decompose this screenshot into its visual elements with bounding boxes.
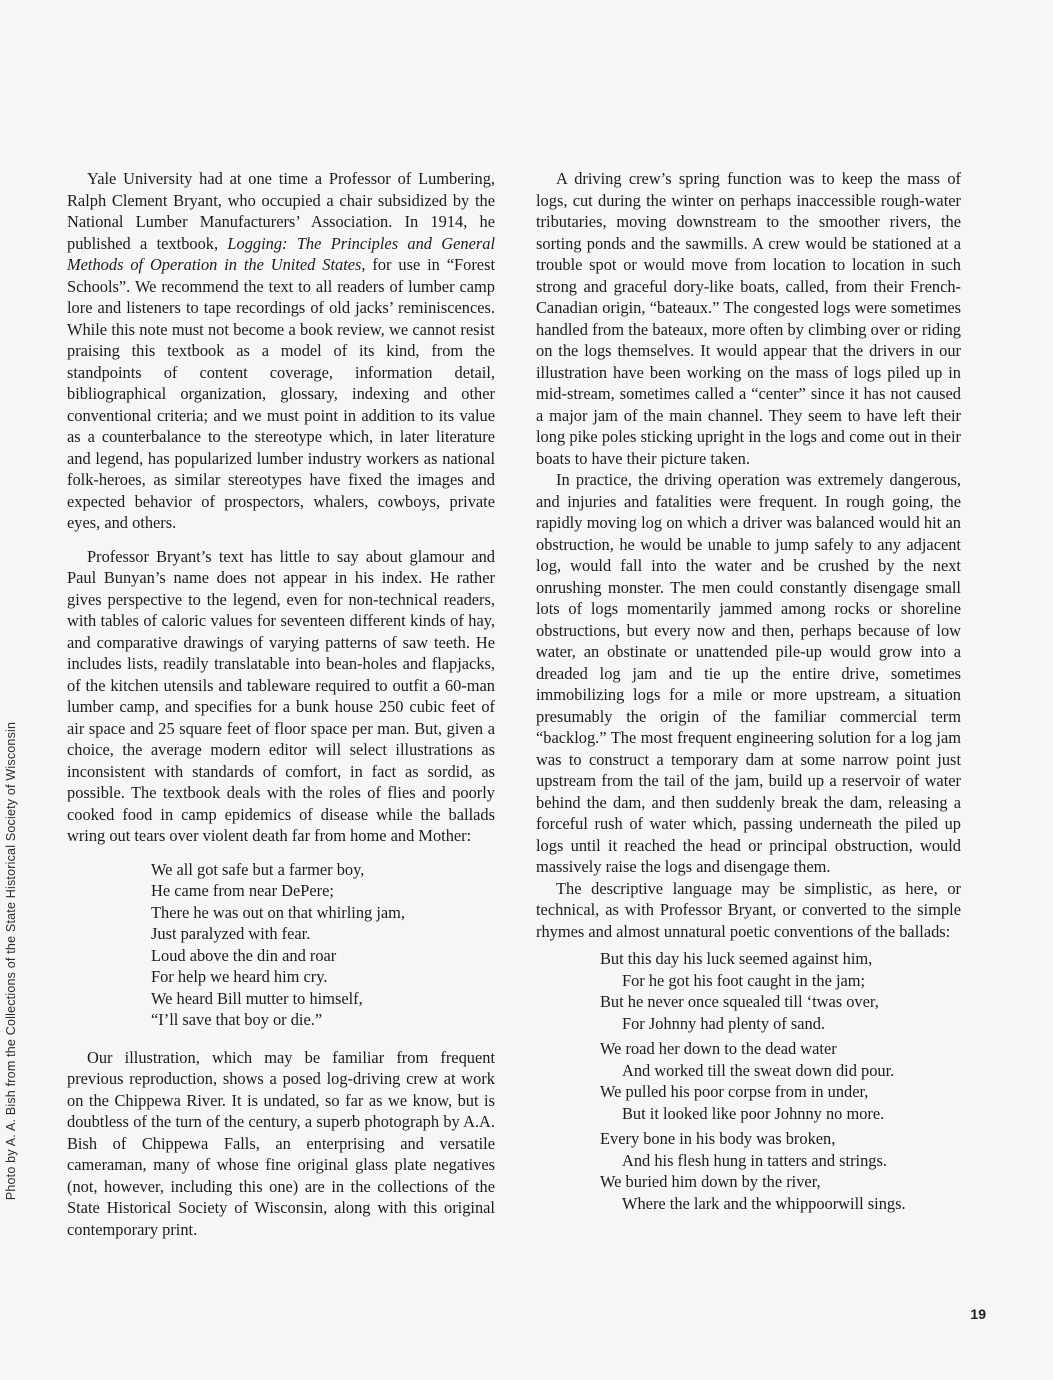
- verse-line: We all got safe but a farmer boy,: [151, 859, 365, 879]
- right-column: [536, 168, 961, 1230]
- ballad-verse-left: [67, 859, 495, 1031]
- verse-line: But this day his luck seemed against him,: [600, 949, 873, 968]
- verse-line: But it looked like poor Johnny no more.: [622, 1103, 885, 1123]
- photo-credit: Photo by A. A. Bish from the Collections of the State Historical Society of Wisconsin: [4, 721, 18, 1201]
- verse-line: For Johnny had plenty of sand.: [622, 1013, 826, 1033]
- verse-line: We buried him down by the river,: [600, 1172, 821, 1191]
- paragraph-illustration: Our illustration, which may be familiar from frequent previous reproduction, shows a posed log-driving crew at work on the Chippewa River. It is undated, so far as we know, but is doubtless of the turn of the century, a superb photograph by A.A. Bish of Chippewa Falls, an enterprising and versatile cameraman, many of whose fine original glass plate negatives (not, however, including this one) are in the collections of the State Historical Society of Wisconsin, along with this original contemporary print.: [67, 1047, 495, 1239]
- verse-line: Where the lark and the whippoorwill sings.: [622, 1193, 906, 1213]
- verse-line: And his flesh hung in tatters and strings.: [622, 1150, 887, 1170]
- photo-credit-margin: [0, 0, 22, 1380]
- verse-line: “I’ll save that boy or die.”: [151, 1010, 323, 1029]
- verse-line: We heard Bill mutter to himself,: [151, 988, 363, 1008]
- verse-line: Just paralyzed with fear.: [151, 924, 311, 943]
- page-number: 19: [970, 1306, 986, 1322]
- verse-line: We road her down to the dead water: [600, 1039, 837, 1058]
- verse-line: Loud above the din and roar: [151, 945, 337, 965]
- verse-line: We pulled his poor corpse from in under,: [600, 1082, 869, 1101]
- verse-line: For help we heard him cry.: [151, 967, 328, 986]
- paragraph-bryant-intro: [67, 168, 495, 534]
- verse-line: And worked till the sweat down did pour.: [622, 1060, 895, 1080]
- verse-line: He came from near DePere;: [151, 881, 334, 900]
- verse-line: For he got his foot caught in the jam;: [622, 970, 866, 990]
- paragraph-bryant-text: Professor Bryant’s text has little to say about glamour and Paul Bunyan’s name does not appear in his index. He rather gives perspective to the legend, even for non-technical readers, with tables of caloric values for seventeen different kinds of hay, and comparative drawings of varying patterns of saw teeth. He includes lists, readily translatable into bean-holes and flapjacks, of the kitchen utensils and tableware required to outfit a 60-man lumber camp, and specifies for a bunk house 250 cubic feet of air space and 25 square feet of floor space per man. But, given a choice, the average modern editor will select illustrations as inconsistent with standards of comfort, in fact as sordid, as possible. The textbook deals with the roles of flies and poorly cooked food in camp epidemics of disease while the ballads wring out tears over violent death far from home and Mother:: [67, 546, 495, 845]
- left-column: [67, 168, 495, 1252]
- verse-line: Every bone in his body was broken,: [600, 1129, 836, 1148]
- paragraph-text: for use in “Forest Schools”. We recommend the text to all readers of lumber camp lore and listeners to tape recordings of old jacks’ reminiscences. While this note must not become a book review, we cannot resist praising this textbook as a model of its kind, from the standpoints of content coverage, information detail, bibliographical organization, glossary, indexing and other conventional criteria; and we must point in addition to its value as a counterbalance to the stereotype which, in later literature and legend, has popularized lumber industry workers as national folk-heroes, as similar stereotypes have fixed the images and expected behavior of prospectors, whalers, cowboys, private eyes, and others.: [67, 255, 496, 532]
- verse-line: But he never once squealed till ‘twas over,: [600, 992, 879, 1011]
- book-title: Logging: The Principles and General Methods of Operation in the United States,: [67, 233, 496, 274]
- ballad-verse-right: [536, 948, 961, 1214]
- paragraph-text: Yale University had at one time a Professor of Lumbering, Ralph Clement Bryant, who occupied a chair subsidized by the National Lumber Manufacturers’ Association. In 1914, he published a textbook,: [67, 169, 495, 253]
- paragraph-danger: In practice, the driving operation was extremely dangerous, and injuries and fatalities were frequent. In rough going, the rapidly moving log on which a driver was balanced would hit an obstruction, he would be unable to jump safely to any adjacent log, would fall into the water and be crushed by the next onrushing monster. The men could constantly disengage small lots of logs momentarily jammed among rocks or shoreline obstructions, but every now and then, perhaps because of low water, an obstinate or unattended pile-up would grow into a dreaded log jam and tie up the entire drive, sometimes immobilizing logs for a mile or more upstream, a situation presumably the origin of the familiar commercial term “backlog.” The most frequent engineering solution for a log jam was to construct a temporary dam at some narrow point just upstream from the tail of the jam, build up a reservoir of water behind the dam, and then suddenly break the dam, releasing a forceful rush of water which, passing underneath the piled up logs until it reached the head or principal obstruction, would massively raise the logs and disengage them.: [536, 470, 961, 876]
- verse-line: There he was out on that whirling jam,: [151, 902, 405, 922]
- paragraph-driving-crew: A driving crew’s spring function was to keep the mass of logs, cut during the winter on perhaps inaccessible rough-water tributaries, moving downstream to the smoother rivers, the sorting ponds and the sawmills. A crew would be stationed at a trouble spot or would move from location to location in such strong and graceful dory-like boats, called, from their French-Canadian origin, “bateaux.” The congested logs were sometimes handled from the bateaux, more often by climbing over or riding on the logs themselves. It would appear that the drivers in our illustration have been working on the mass of logs piled up in mid-stream, sometimes called a “center” since it has not caused a major jam of the main channel. They seem to have left their long pike poles sticking upright in the logs and come out in their boats to have their picture taken.: [536, 169, 961, 468]
- paragraph-language: The descriptive language may be simplistic, as here, or technical, as with Professor Bryant, or converted to the simple rhymes and almost unnatural poetic conventions of the ballads:: [536, 878, 961, 941]
